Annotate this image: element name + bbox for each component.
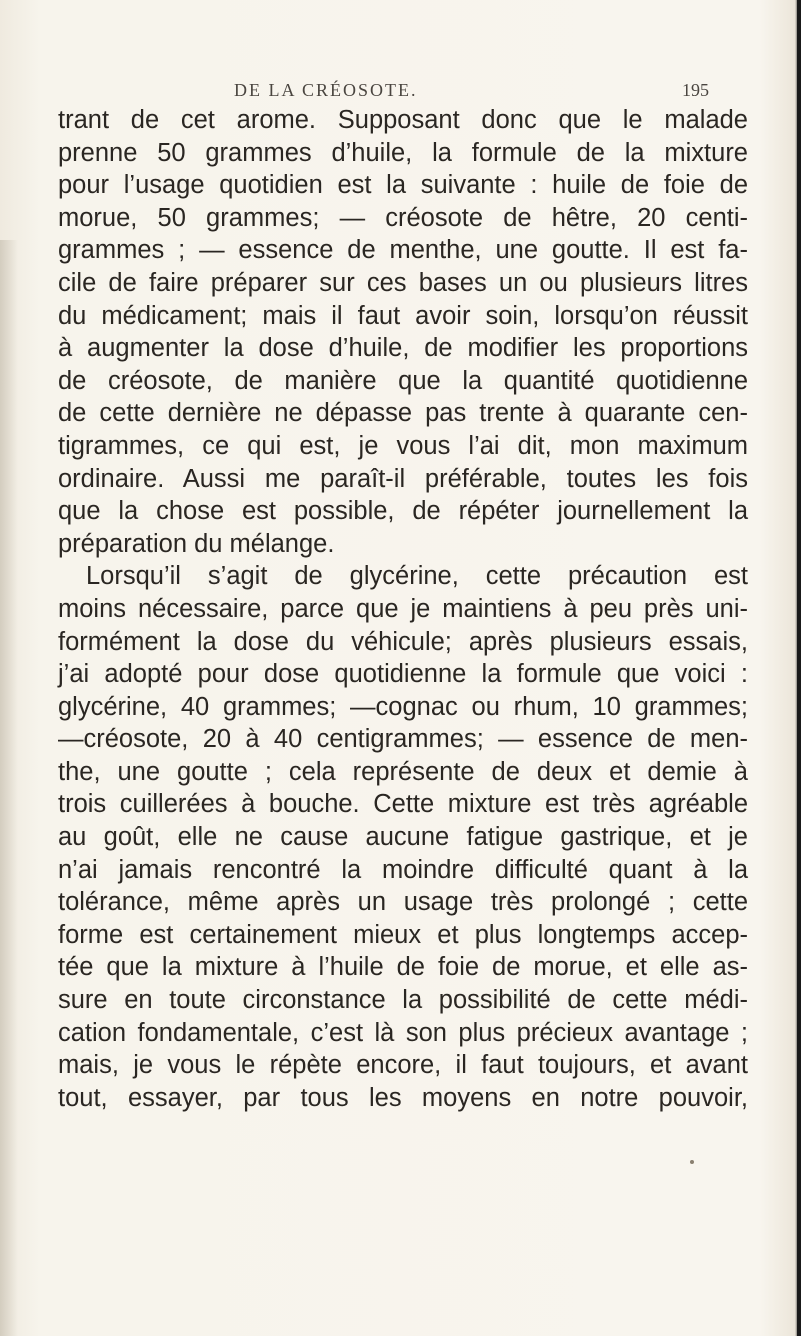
text-line: trant de cet arome. Supposant donc que le malade — [58, 106, 748, 134]
text-line: Lorsqu’il s’agit de glycérine, cette précaution est — [86, 562, 748, 591]
text-line: cation fondamentale, c’est là son plus précieux avantage ; — [58, 1018, 748, 1047]
text-line: sure en toute circonstance la possibilité de cette médi- — [58, 986, 748, 1015]
text-line: forme est certainement mieux et plus longtemps accep- — [58, 920, 748, 949]
text-line: morue, 50 grammes; — créosote de hêtre, 20 centi- — [58, 203, 748, 232]
text-line: au goût, elle ne cause aucune fatigue gastrique, et je — [58, 823, 748, 852]
text-line: du médicament; mais il faut avoir soin, lorsqu’on réussit — [58, 301, 748, 330]
text-line: tout, essayer, par tous les moyens en notre pouvoir, — [58, 1083, 748, 1112]
text-line: glycérine, 40 grammes; —cognac ou rhum, 10 grammes; — [58, 692, 748, 721]
text-line: tolérance, même après un usage très prolongé ; cette — [58, 888, 748, 917]
text-line: mais, je vous le répète encore, il faut toujours, et avant — [58, 1051, 748, 1080]
text-line: à augmenter la dose d’huile, de modifier les proportions — [58, 334, 748, 363]
text-line: ordinaire. Aussi me paraît-il préférable, toutes les fois — [58, 464, 748, 493]
text-line: moins nécessaire, parce que je maintiens à peu près uni- — [58, 594, 748, 623]
text-line: de cette dernière ne dépasse pas trente à quarante cen- — [58, 399, 748, 428]
running-title: DE LA CRÉOSOTE. — [234, 80, 418, 100]
text-line: grammes ; — essence de menthe, une goutte. Il est fa- — [58, 236, 748, 265]
text-line: préparation du mélange. — [58, 529, 335, 558]
text-line: —créosote, 20 à 40 centigrammes; — essence de men- — [58, 725, 748, 754]
text-line: the, une goutte ; cela représente de deux et demie à — [58, 757, 748, 786]
text-line: cile de faire préparer sur ces bases un ou plusieurs litres — [58, 268, 748, 297]
page-number: 195 — [682, 80, 709, 100]
text-line: prenne 50 grammes d’huile, la formule de la mixture — [58, 138, 748, 167]
text-line: n’ai jamais rencontré la moindre difficulté quant à la — [58, 855, 748, 884]
page-edge — [797, 0, 801, 1336]
text-line: que la chose est possible, de répéter journellement la — [58, 497, 748, 526]
text-line: formément la dose du véhicule; après plusieurs essais, — [58, 627, 748, 656]
text-line: trois cuillerées à bouche. Cette mixture est très agréable — [58, 790, 748, 819]
text-line: tigrammes, ce qui est, je vous l’ai dit, mon maximum — [58, 431, 748, 460]
binding-shadow — [0, 240, 18, 1336]
body-text — [58, 104, 748, 1114]
text-line: j’ai adopté pour dose quotidienne la formule que voici : — [58, 660, 748, 689]
text-line: de créosote, de manière que la quantité quotidienne — [58, 366, 748, 395]
text-line: tée que la mixture à l’huile de foie de morue, et elle as- — [58, 953, 748, 982]
paper-speck — [690, 1160, 694, 1164]
text-line: pour l’usage quotidien est la suivante : huile de foie de — [58, 171, 748, 200]
